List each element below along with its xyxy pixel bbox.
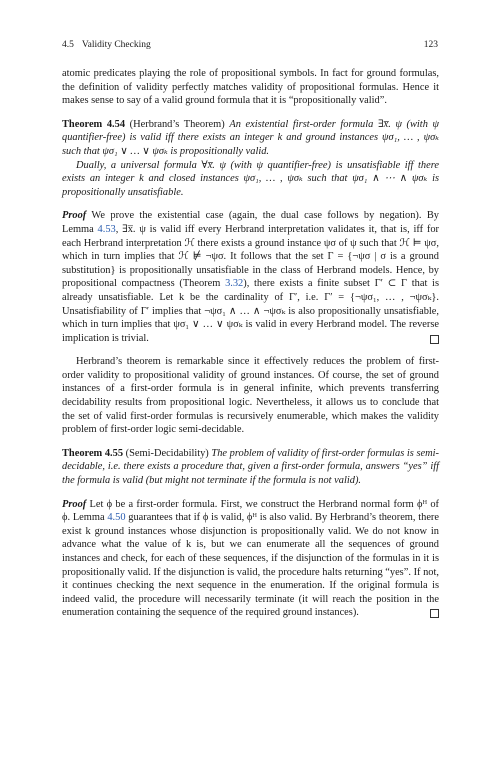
proof-semi-decidability bbox=[62, 498, 439, 620]
theorem-statement: The problem of validity of first-order formulas is semi-decidable, i.e. there exists a procedure that, given a first-order formula, answers “yes” iff the formula is valid (but might not terminate if the formula is not valid). bbox=[62, 447, 439, 487]
proof-text-3: ), there exists a finite subset Γ′ ⊂ Γ that is already unsatisfiable. Let k be the cardinality of Γ′, i.e. Γ′ = {¬ψσ₁, … , ¬ψσₖ}. Unsatisfiability of Γ′ implies that ¬ψσ₁ ∧ … ∧ ¬ψσₖ is also propositionally unsatisfiable, which in turn implies that ψσ₁ ∨ … ∨ ψσₖ is valid in every Herbrand model. The reverse implication is trivial. bbox=[62, 278, 439, 344]
lemma-4-53-link[interactable]: 4.53 bbox=[97, 223, 116, 235]
section-title: Validity Checking bbox=[81, 40, 151, 50]
section-heading bbox=[62, 39, 151, 51]
proof-text-1: Let ϕ be a first-order formula. First, we construct the Herbrand normal form ϕᴴ of ϕ. Lemma bbox=[62, 498, 439, 524]
theorem-3-32-link[interactable]: 3.32 bbox=[225, 278, 244, 290]
proof-text-2: , ∃x̅. ψ is valid iff every Herbrand interpretation validates it, that is, iff for each Herbrand interpretation ℋ there exists a ground instance ψσ of ψ such that ℋ ⊨ ψσ, which in turn implies that ℋ ⊭ ¬ψσ. It follows that the set Γ = {¬ψσ | σ is a ground substitution} is propositionally unsatisfiable in the class of Herbrand models. Hence, by propositional compactness (Theorem bbox=[62, 223, 439, 290]
proof-label: Proof bbox=[62, 498, 87, 510]
proof-text-2: guarantees that if ϕ is valid, ϕᴴ is also valid. By Herbrand’s theorem, there exist k ground instances whose disjunction is propositionally valid. We do not know in advance what the value of k is, but we can enumerate all the sequences of ground instances and check, for each of these sequences, if the disjunction of the formulas in it is propositionally valid. If the disjunction is valid, the procedure halts returning “yes”. If not, it continues checking the next sequence in the enumeration. If the original formula is indeed valid, the procedure will necessarily terminate (it will reach the position in the enumeration containing the sequence of the required ground instances). bbox=[62, 512, 440, 619]
lemma-4-50-link[interactable]: 4.50 bbox=[107, 512, 126, 524]
theorem-name: (Semi-Decidability) bbox=[125, 447, 209, 459]
theorem-4-54 bbox=[62, 118, 439, 159]
section-number: 4.5 bbox=[62, 40, 74, 50]
qed-square-icon bbox=[430, 609, 439, 618]
page-body bbox=[62, 67, 439, 620]
proof-label: Proof bbox=[62, 210, 87, 222]
intro-paragraph: atomic predicates playing the role of propositional symbols. In fact for ground formulas, the definition of validity perfectly matches validity of propositional formulas. Hence it makes sense to say of a valid ground formula that it is “propositionally valid”. bbox=[62, 68, 439, 107]
proof-herbrand bbox=[62, 209, 439, 345]
discussion-paragraph: Herbrand’s theorem is remarkable since it effectively reduces the problem of first-order validity to propositional validity of ground instances. Of course, the set of ground instances of a first-order formula is in general infinite, which prevents transferring decidability results from propositional logic. Nevertheless, it allows us to conclude that the set of valid first-order formulas is recursively enumerable, which makes the validity problem of first-order logic semi-decidable. bbox=[62, 356, 439, 436]
proof-text-1: We prove the existential case (again, the dual case follows by negation). By Lemma bbox=[62, 210, 439, 235]
theorem-statement: An existential first-order formula ∃x̅. ψ (with ψ quantifier-free) is valid iff there exists an integer k and ground instances ψσ₁, … , ψσₖ such that ψσ₁ ∨ … ∨ ψσₖ is propositionally valid. bbox=[62, 118, 439, 157]
theorem-label: Theorem 4.55 bbox=[62, 447, 124, 459]
qed-square-icon bbox=[430, 335, 439, 344]
theorem-name: (Herbrand’s Theorem) bbox=[129, 118, 225, 130]
theorem-4-55 bbox=[62, 447, 439, 488]
theorem-dual-statement: Dually, a universal formula ∀x̅. ψ (with ψ quantifier-free) is unsatisfiable iff there exists an integer k and closed instances ψσ₁, … , ψσₖ such that ψσ₁ ∧ ⋯ ∧ ψσₖ is propositionally unsatisfiable. bbox=[62, 159, 439, 198]
theorem-label: Theorem 4.54 bbox=[62, 118, 126, 130]
page-number: 123 bbox=[423, 40, 438, 50]
